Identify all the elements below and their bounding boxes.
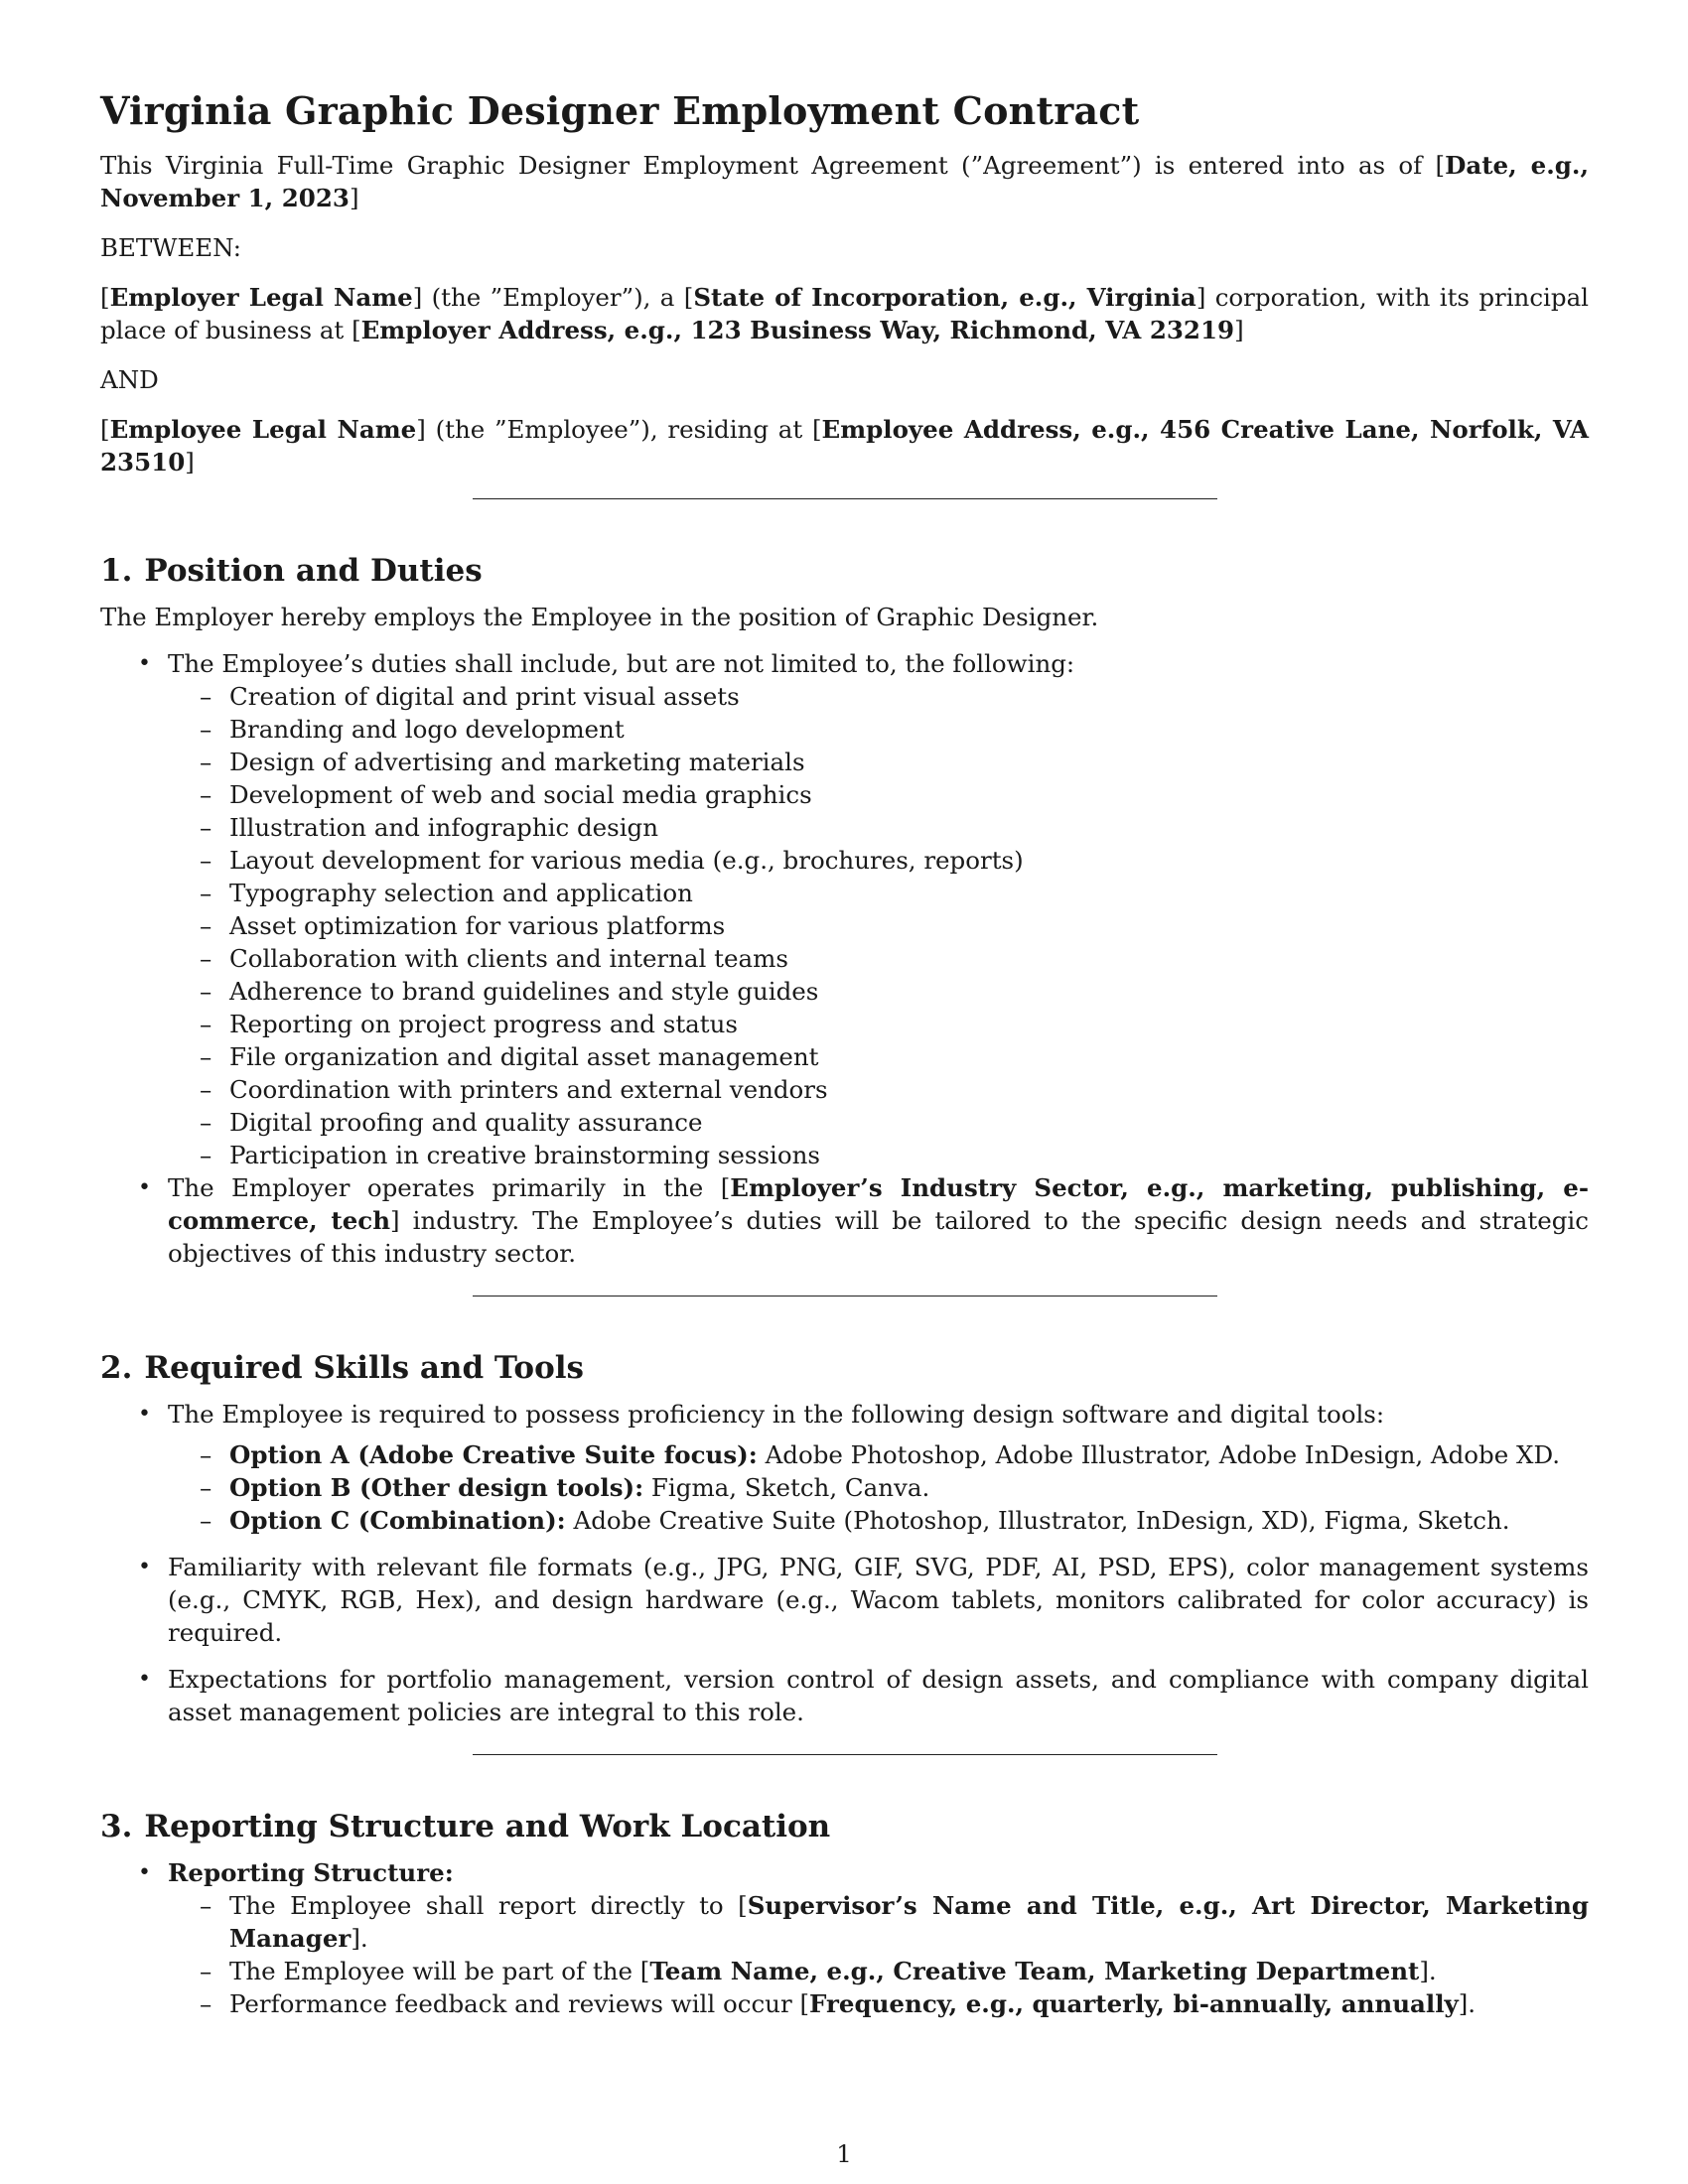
duty-item: – Typography selection and application [168, 877, 1589, 909]
list-item: • Expectations for portfolio management, version control of design assets, and compliance with company digital asset management policies are integral to this role. [100, 1663, 1589, 1728]
duty-item: – Adherence to brand guidelines and style guides [168, 975, 1589, 1008]
section-1-heading [100, 551, 1589, 591]
agreement-date: Date, e.g., November 1, 2023 [100, 151, 1589, 212]
section-3-heading [100, 1807, 1589, 1846]
reporting-item [168, 1889, 1589, 1955]
divider [473, 498, 1217, 499]
industry-tail: ] industry. The Employee’s duties will be tailored to the specific design needs and strategic objectives of this industry sector. [168, 1206, 1589, 1268]
divider [473, 1296, 1217, 1297]
section-1-number: 1. [100, 553, 133, 589]
employer-paragraph: [Employer Legal Name] (the ”Employer”), a [State of Incorporation, e.g., Virginia] corporation, with its principal place of business at [Employer Address, e.g., 123 Business Way, Richmond, VA 23219] [100, 283, 1590, 344]
reporting-tail: ]. [1458, 1989, 1477, 2018]
duties-list [168, 680, 1589, 1171]
reporting-tail: ]. [1419, 1957, 1437, 1985]
tool-option [168, 1438, 1589, 1471]
divider [473, 1754, 1217, 1755]
employer-name: Employer Legal Name [109, 283, 413, 312]
tools-lead: The Employee is required to possess proficiency in the following design software and digital tools: [168, 1400, 1385, 1429]
duty-item: – Illustration and infographic design [168, 811, 1589, 844]
industry-sector: Employer’s Industry Sector, e.g., marketing, publishing, e-commerce, tech [168, 1173, 1590, 1235]
reporting-lead: The Employee will be part of the [ [229, 1957, 650, 1985]
option-label: Option A (Adobe Creative Suite focus): [229, 1440, 758, 1469]
duties-lead: The Employee’s duties shall include, but are not limited to, the following: [168, 649, 1075, 678]
list-item [100, 1171, 1589, 1270]
reporting-tail: ]. [351, 1924, 368, 1953]
document-page [100, 87, 1589, 2020]
duty-item: – Digital proofing and quality assurance [168, 1106, 1589, 1139]
reporting-item [168, 1955, 1589, 1987]
employer-address: Employer Address, e.g., 123 Business Way, Richmond, VA 23219 [360, 316, 1235, 344]
tool-option [168, 1504, 1589, 1537]
employee-address: Employee Address, e.g., 456 Creative Lane, Norfolk, VA 23510 [100, 415, 1589, 477]
section-3-list [100, 1856, 1589, 2020]
supervisor-placeholder: Supervisor’s Name and Title, e.g., Art Director, Marketing Manager [229, 1891, 1589, 1953]
section-3-title: Reporting Structure and Work Location [144, 1809, 831, 1844]
between-label: BETWEEN: [100, 233, 241, 262]
section-1-title: Position and Duties [144, 553, 483, 589]
section-3-number: 3. [100, 1809, 133, 1844]
duty-item: – Reporting on project progress and status [168, 1008, 1589, 1040]
duty-item: – Participation in creative brainstorming sessions [168, 1139, 1589, 1171]
employer-state: State of Incorporation, e.g., Virginia [693, 283, 1196, 312]
section-2-number: 2. [100, 1350, 133, 1386]
option-text: Adobe Photoshop, Adobe Illustrator, Adobe InDesign, Adobe XD. [757, 1440, 1561, 1469]
reporting-label: Reporting Structure: [168, 1858, 454, 1887]
tool-option [168, 1471, 1589, 1504]
reporting-lead: The Employee shall report directly to [ [229, 1891, 748, 1920]
reporting-lead: Performance feedback and reviews will occur [ [229, 1989, 810, 2018]
option-label: Option C (Combination): [229, 1506, 566, 1535]
employer-text-2: ] corporation, with its principal place of business at [ [100, 283, 1590, 344]
industry-lead: The Employer operates primarily in the [ [168, 1173, 731, 1202]
page-number: 1 [836, 2139, 852, 2168]
duty-item: – Development of web and social media graphics [168, 778, 1589, 811]
team-placeholder: Team Name, e.g., Creative Team, Marketing Department [649, 1957, 1420, 1985]
frequency-placeholder: Frequency, e.g., quarterly, bi-annually, annually [809, 1989, 1459, 2018]
section-2-title: Required Skills and Tools [144, 1350, 585, 1386]
reporting-item [168, 1987, 1589, 2020]
option-text: Figma, Sketch, Canva. [643, 1473, 930, 1502]
list-item: • Familiarity with relevant file formats (e.g., JPG, PNG, GIF, SVG, PDF, AI, PSD, EPS), color management systems (e.g., CMYK, RGB, Hex), and design hardware (e.g., Wacom tablets, monitors calibrated for color accuracy) is required. [100, 1551, 1589, 1649]
employee-name: Employee Legal Name [109, 415, 417, 444]
option-text: Adobe Creative Suite (Photoshop, Illustrator, InDesign, XD), Figma, Sketch. [565, 1506, 1510, 1535]
duty-item: – Branding and logo development [168, 713, 1589, 746]
document-title: Virginia Graphic Designer Employment Contract [100, 88, 1140, 133]
duty-item: – Layout development for various media (e.g., brochures, reports) [168, 844, 1589, 877]
list-item [100, 647, 1589, 1171]
duty-item: – Design of advertising and marketing materials [168, 746, 1589, 778]
tool-options-list [168, 1438, 1589, 1537]
employee-text: ] (the ”Employee”), residing at [ [416, 415, 822, 444]
reporting-list [168, 1889, 1589, 2020]
list-item [100, 1856, 1589, 2020]
intro-lead: This Virginia Full-Time Graphic Designer Employment Agreement (”Agreement”) is entered into as of [ [100, 151, 1446, 180]
intro-paragraph [100, 149, 1589, 214]
section-1-list [100, 647, 1589, 1270]
duty-item: – File organization and digital asset management [168, 1040, 1589, 1073]
intro-close: ] [349, 184, 359, 212]
section-1-intro: The Employer hereby employs the Employee in the position of Graphic Designer. [100, 603, 1099, 631]
section-2-heading [100, 1348, 1589, 1388]
duty-item: – Creation of digital and print visual assets [168, 680, 1589, 713]
employee-paragraph: [Employee Legal Name] (the ”Employee”), residing at [Employee Address, e.g., 456 Creative Lane, Norfolk, VA 23510] [100, 415, 1589, 477]
duty-item: – Coordination with printers and external vendors [168, 1073, 1589, 1106]
list-item [100, 1398, 1589, 1551]
and-label: AND [100, 365, 159, 394]
section-2-list [100, 1398, 1589, 1728]
employer-text-1: ] (the ”Employer”), a [ [412, 283, 694, 312]
duty-item: – Collaboration with clients and internal teams [168, 942, 1589, 975]
duty-item: – Asset optimization for various platforms [168, 909, 1589, 942]
option-label: Option B (Other design tools): [229, 1473, 644, 1502]
